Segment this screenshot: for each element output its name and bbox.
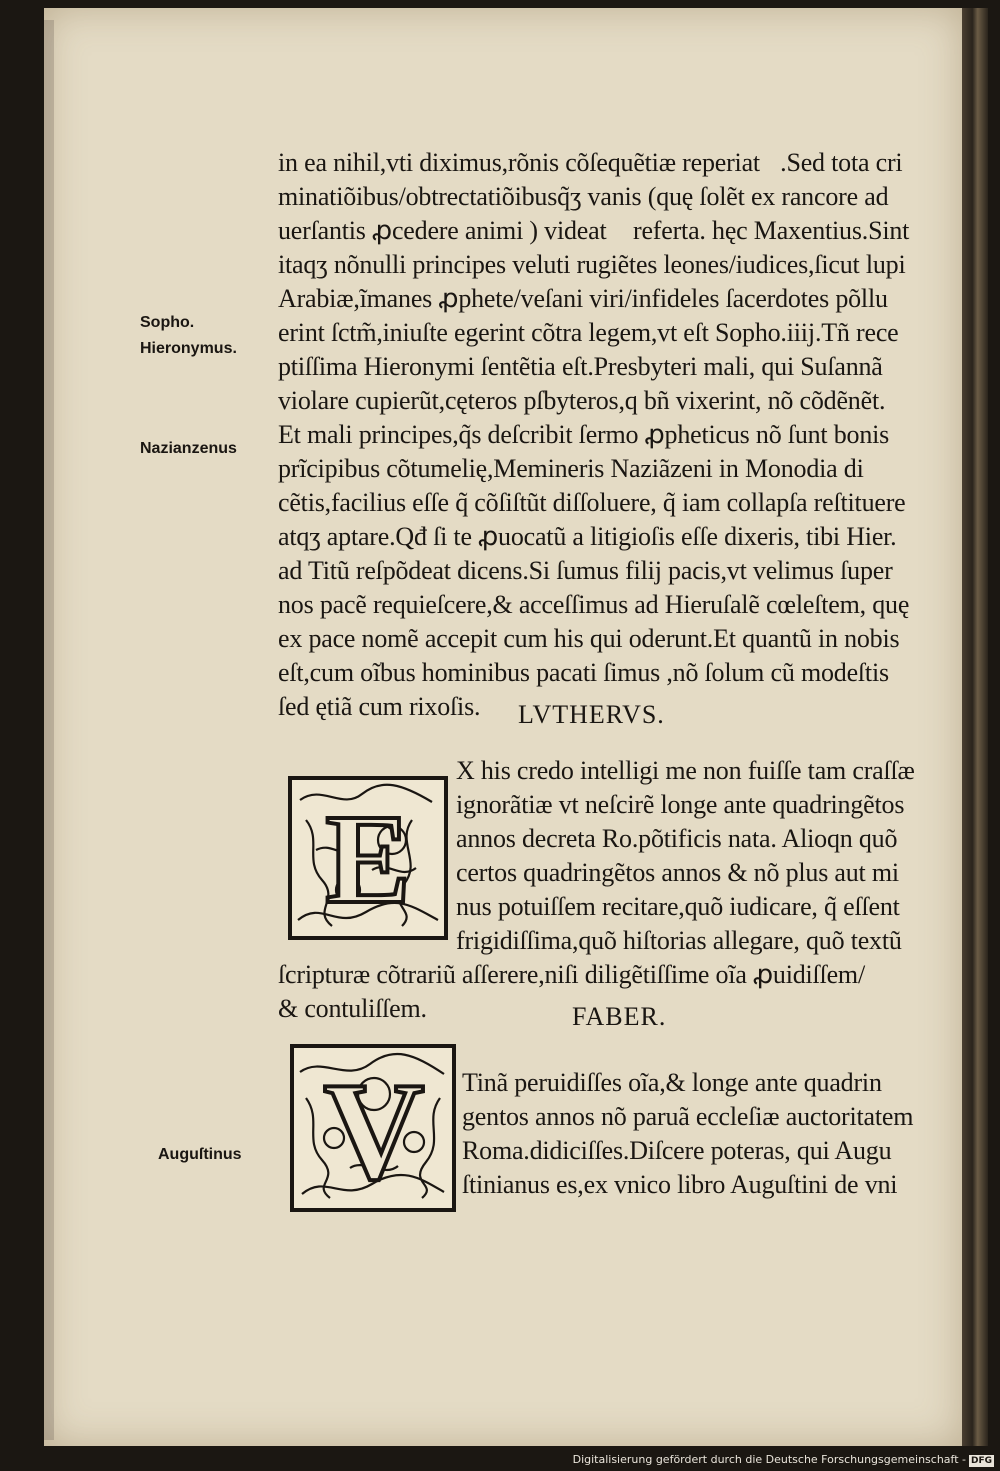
ornament-icon [292,780,444,936]
lutherus-line-4: certos quadringẽtos annos & nõ plus aut mi [456,858,899,887]
text-line-11: cẽtis,facilius eſſe q̃ cõſiſtũt diſſoluere, q̃ iam collapſa reſtituere [278,488,906,517]
text-line-9: Et mali principes,q̃s deſcribit ſermo ꝓpheticus nõ ſunt bonis [278,420,890,449]
marginal-note-nazianzenus: Nazianzenus [140,440,237,457]
text-line-7: ptiſſima Hieronymi ſentẽtia eſt.Presbyteri mali, qui Suſannã [278,352,883,381]
page-shadow [44,20,54,1440]
decorated-initial-e [288,776,448,940]
text-line-4: itaqʒ nõnulli principes veluti rugiẽtes leones/iudices,ſicut lupi [278,250,906,279]
lutherus-line-2: ignorãtiæ vt neſcirẽ longe ante quadringẽtos [456,790,905,819]
lutherus-line-7: ſcripturæ cõtrariũ aſſerere,niſi diligẽtiſſime oĩa ꝓuidiſſem/ [278,960,865,989]
text-line-15: ex pace nomẽ accepit cum his qui oderunt.Et quantũ in nobis [278,624,900,653]
text-line-10: prĩcipibus cõtumelię,Memineris Naziãzeni in Monodia di [278,454,864,483]
lutherus-line-1: X his credo intelligi me non fuiſſe tam craſſæ [456,756,915,785]
lutherus-line-8: & contuliſſem. [278,994,427,1023]
text-line-6: erint ſctm̃,iniuſte egerint cõtra legem,vt eſt Sopho.iiĳ.Tñ rece [278,318,899,347]
marginal-note-hieronymus: Hieronymus. [140,340,237,357]
text-line-17: ſed ętiã cum rixoſis. [278,692,481,721]
text-line-1: in ea nihil,vti diximus,rõnis cõſequẽtiæ reperiat᷑.Sed tota cri [278,148,903,177]
decorated-initial-v [290,1044,456,1212]
text-line-5: Arabiæ,ĩmanes ꝓphete/veſani viri/infideles ſacerdotes põllu [278,284,888,313]
text-line-14: nos pacẽ requieſcere,& acceſſimus ad Hieruſalẽ cœleſtem, quę [278,590,910,619]
text-line-13: ad Titũ reſpõdeat dicens.Si ſumus filĳ pacis,vt velimus ſuper [278,556,893,585]
lutherus-line-3: annos decreta Ro.põtificis nata. Alioqn quõ [456,824,898,853]
initial-letter: V [323,1054,425,1208]
digitization-footer [560,1449,1000,1471]
text-line-3: uerſantis ꝓcedere animi ) videat᷑ referta. hęc Maxentius.Sint [278,216,910,245]
lutherus-line-6: frigidiſſima,quõ hiſtorias allegare, quõ textũ [456,926,902,955]
initial-letter: E [325,788,411,930]
footer-text: Digitalisierung gefördert durch die Deutsche Forschungsgemeinschaft - [572,1453,966,1466]
ornament-icon [294,1048,452,1208]
section-heading-faber: FABER. [572,1002,667,1031]
dfg-logo: DFG [970,1456,992,1466]
text-line-8: violare cupierũt,cęteros pſbyteros,q bñ vixerint, nõ cõdẽnẽt. [278,386,886,415]
book-spine-edge [962,8,988,1446]
faber-line-1: Tinã peruidiſſes oĩa,& longe ante quadrin [462,1068,882,1097]
faber-line-2: gentos annos nõ paruã eccleſiæ auctoritatem [462,1102,914,1131]
marginal-note-sopho: Sopho. [140,314,195,331]
marginal-note-augustinus: Auguſtinus [158,1146,242,1163]
text-line-2: minatiõibus/obtrectatiõibusq̃ʒ vanis (quę ſolẽt ex rancore ad [278,182,889,211]
lutherus-line-5: nus potuiſſem recitare,quõ iudicare, q̃ eſſent [456,892,900,921]
faber-line-3: Roma.didiciſſes.Diſcere poteras, qui Augu [462,1136,892,1165]
faber-line-4: ſtinianus es,ex vnico libro Auguſtini de vni [462,1170,898,1199]
text-line-16: eſt,cum oĩbus hominibus pacati ſimus ,nõ ſolum cũ modeſtis [278,658,889,687]
text-line-12: atqʒ aptare.Qđ ſi te ꝓuocatũ a litigioſis eſſe dixeris, tibi Hier. [278,522,897,551]
section-heading-lutherus: LVTHERVS. [518,700,665,729]
